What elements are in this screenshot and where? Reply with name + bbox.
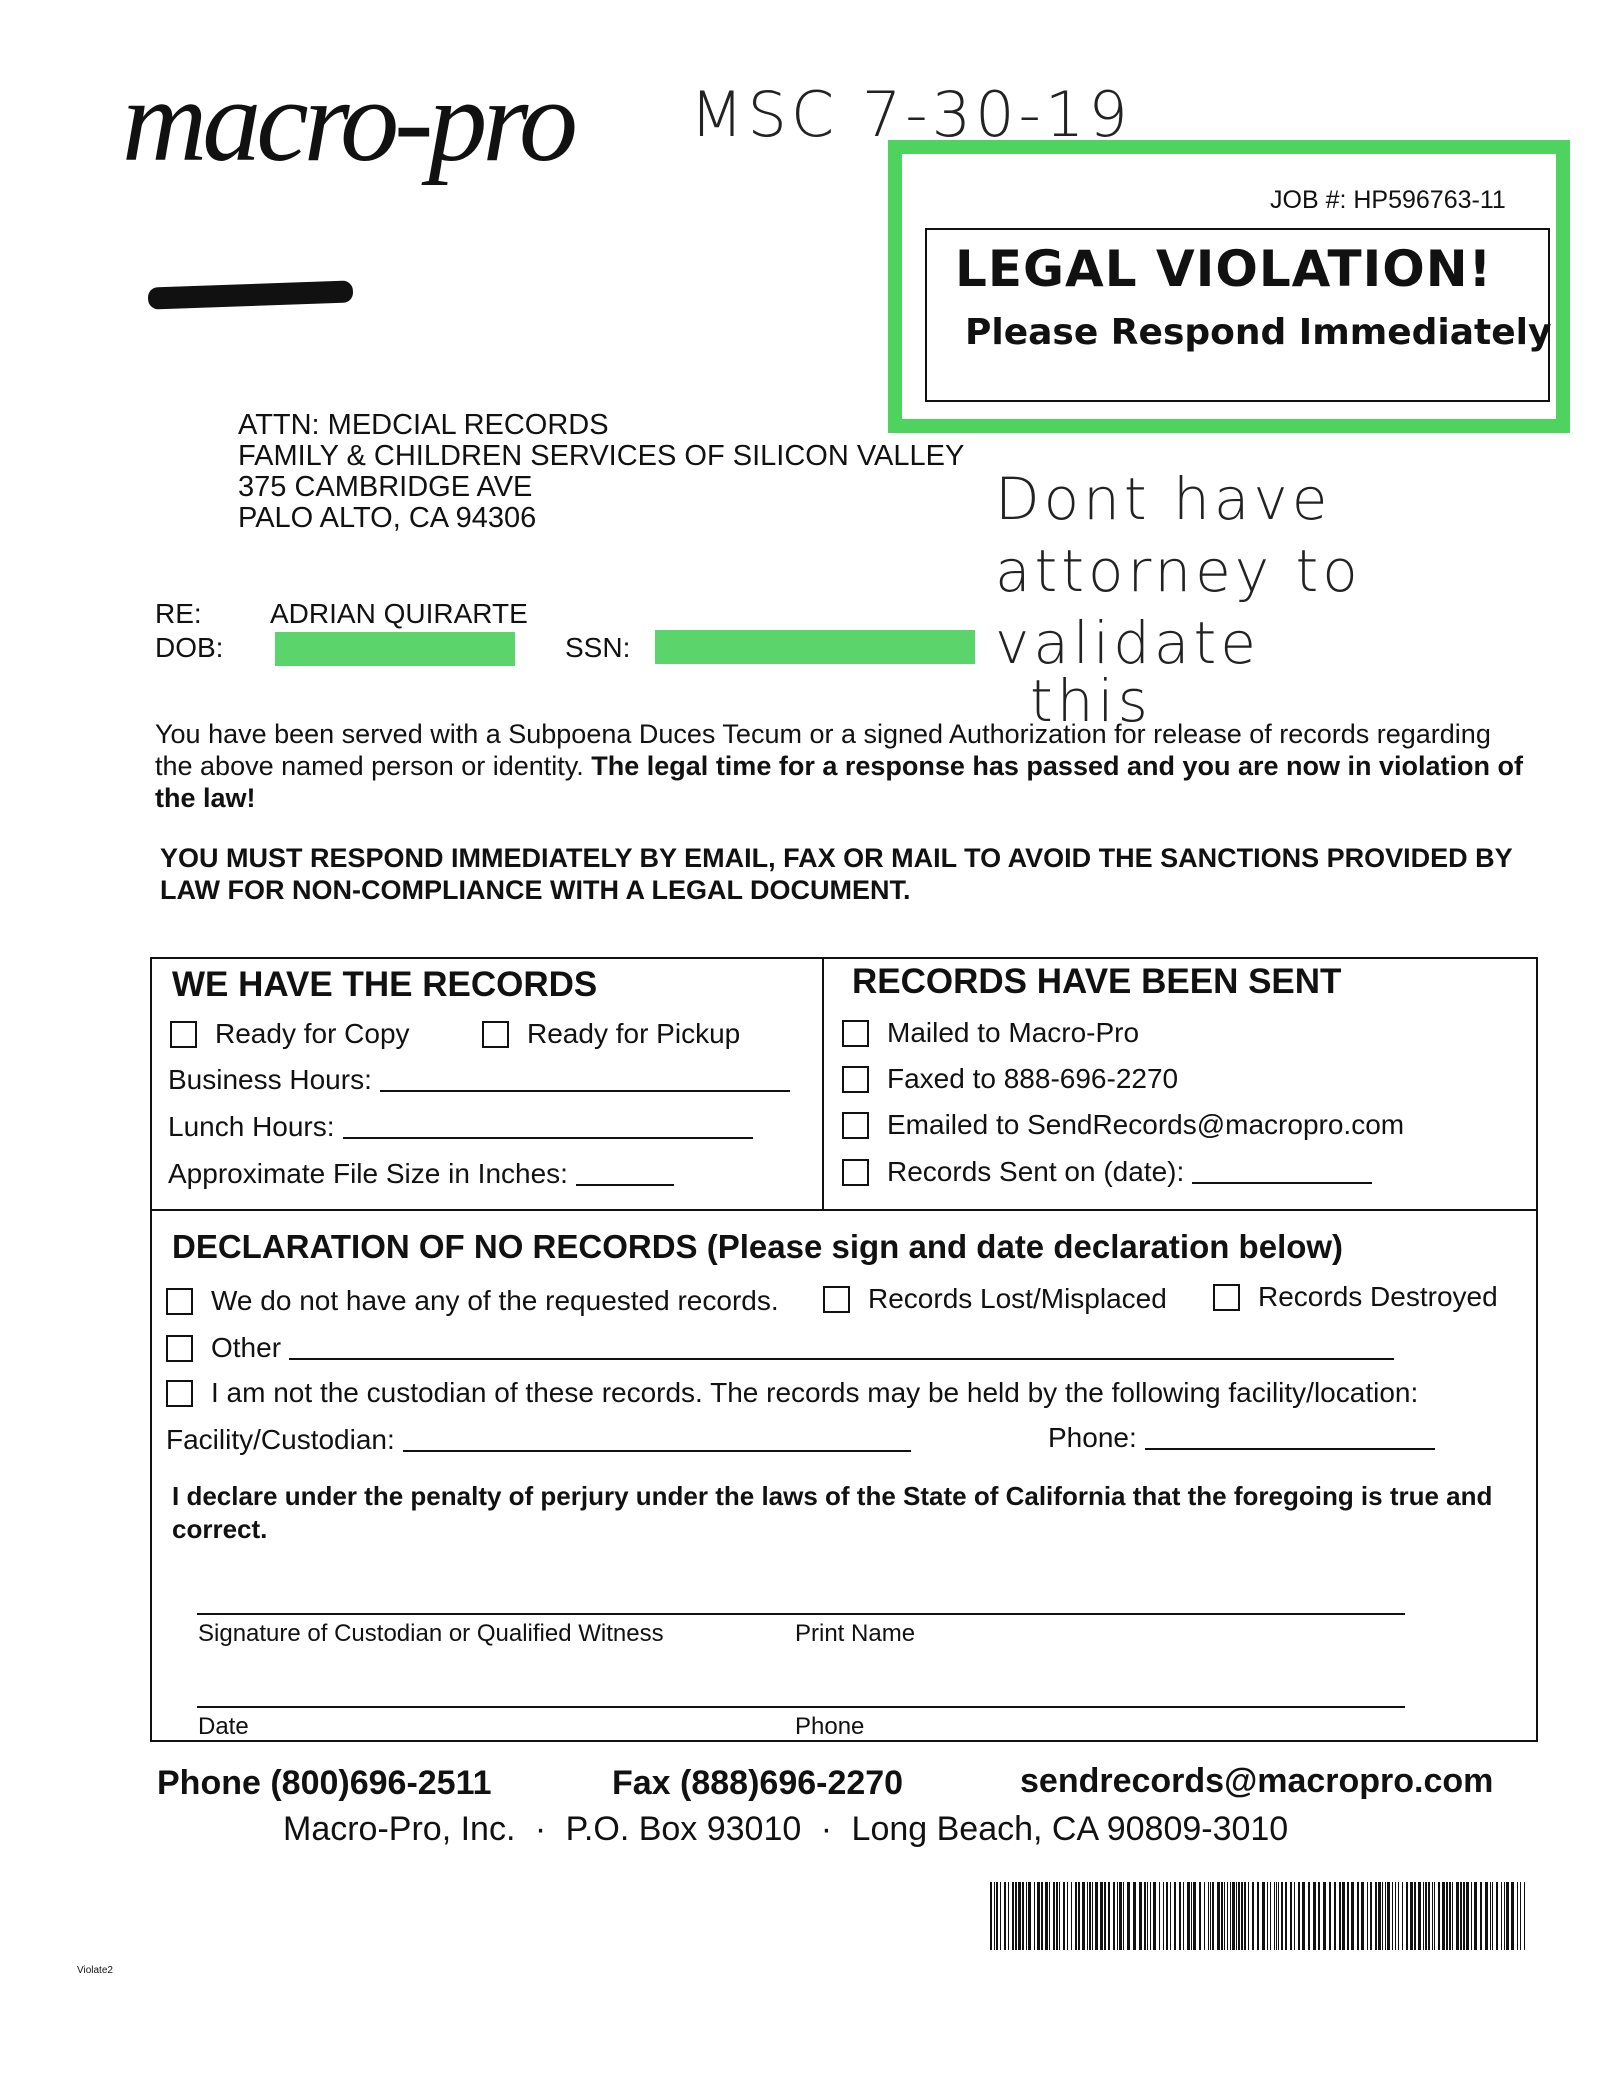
other-line[interactable]: [289, 1336, 1394, 1360]
barcode-bar: [1236, 1882, 1237, 1950]
separator-dot: ·: [820, 1810, 833, 1848]
other-label: Other: [211, 1332, 282, 1363]
footer-fax: Fax (888)696-2270: [612, 1764, 904, 1802]
violation-subtitle: Please Respond Immediately: [965, 312, 1552, 353]
faxed-option[interactable]: [842, 1063, 1178, 1095]
barcode-bar: [1004, 1882, 1006, 1950]
barcode-bar: [1402, 1882, 1403, 1950]
date-phone-line[interactable]: [197, 1706, 1405, 1708]
mailed-option[interactable]: [842, 1017, 1139, 1049]
handwritten-note-line-3: validate: [995, 609, 1260, 677]
barcode-bar: [1123, 1882, 1124, 1950]
re-label: RE:: [155, 598, 202, 629]
barcode-bar: [1212, 1882, 1214, 1950]
facility-phone-label: Phone:: [1048, 1422, 1137, 1453]
barcode-bar: [1294, 1882, 1295, 1950]
declaration-title: DECLARATION OF NO RECORDS (Please sign and date declaration below): [172, 1228, 1344, 1265]
facility-label: Facility/Custodian:: [166, 1424, 395, 1455]
barcode-bar: [1232, 1882, 1235, 1950]
macro-pro-logo: macro-pro: [122, 55, 573, 186]
records-sent-title: RECORDS HAVE BEEN SENT: [852, 962, 1342, 1001]
mailed-checkbox[interactable]: [842, 1020, 869, 1047]
barcode-bar: [1150, 1882, 1151, 1950]
barcode-bar: [1221, 1882, 1223, 1950]
barcode-bar: [1446, 1882, 1448, 1950]
file-size-field[interactable]: [168, 1158, 674, 1190]
barcode-bar: [1290, 1882, 1292, 1950]
ready-pickup-label: Ready for Pickup: [527, 1018, 741, 1049]
barcode-bar: [1276, 1882, 1277, 1950]
barcode-bar: [1056, 1882, 1058, 1950]
mailed-label: Mailed to Macro-Pro: [887, 1017, 1140, 1048]
dob-label: DOB:: [155, 632, 224, 663]
barcode-bar: [1342, 1882, 1345, 1950]
faxed-label: Faxed to 888-696-2270: [887, 1063, 1179, 1094]
barcode-bar: [1022, 1882, 1024, 1950]
corner-code: Violate2: [77, 1965, 113, 1976]
address-line: ATTN: MEDCIAL RECORDS: [238, 409, 609, 441]
barcode-bar: [1270, 1882, 1271, 1950]
barcode-bar: [1166, 1882, 1168, 1950]
date-label: Date: [198, 1713, 249, 1740]
barcode-bar: [1015, 1882, 1017, 1950]
barcode-bar: [1144, 1882, 1146, 1950]
barcode-bar: [1262, 1882, 1265, 1950]
barcode-bar: [1238, 1882, 1240, 1950]
barcode-bar: [1285, 1882, 1287, 1950]
barcode-bar: [1302, 1882, 1305, 1950]
barcode-bar: [1078, 1882, 1080, 1950]
sent-on-checkbox[interactable]: [842, 1159, 869, 1186]
barcode-bar: [1018, 1882, 1021, 1950]
barcode-bar: [1278, 1882, 1279, 1950]
barcode-bar: [1313, 1882, 1316, 1950]
barcode-bar: [1308, 1882, 1310, 1950]
form-divider-vertical: [822, 957, 824, 1209]
barcode-bar: [1041, 1882, 1043, 1950]
lost-option[interactable]: [823, 1283, 1167, 1315]
business-hours-label: Business Hours:: [168, 1064, 372, 1095]
print-name-label: Print Name: [795, 1620, 916, 1647]
barcode-bar: [1241, 1882, 1243, 1950]
barcode-bar: [1127, 1882, 1130, 1950]
barcode-bar: [1159, 1882, 1160, 1950]
file-size-line[interactable]: [576, 1162, 674, 1186]
barcode-bar: [1460, 1882, 1462, 1950]
no-records-checkbox[interactable]: [166, 1288, 193, 1315]
barcode-bar: [1463, 1882, 1465, 1950]
barcode-bar: [1037, 1882, 1040, 1950]
barcode-bar: [1501, 1882, 1502, 1950]
barcode-bar: [1012, 1882, 1014, 1950]
barcode-bar: [1449, 1882, 1451, 1950]
barcode-bar: [1082, 1882, 1085, 1950]
barcode-bar: [1490, 1882, 1491, 1950]
barcode-bar: [1281, 1882, 1283, 1950]
handwritten-date: MSC 7-30-19: [690, 78, 1132, 151]
barcode-bar: [1351, 1882, 1354, 1950]
phone-label: Phone: [795, 1713, 865, 1740]
barcode-bar: [1089, 1882, 1091, 1950]
emailed-checkbox[interactable]: [842, 1112, 869, 1139]
destroyed-option[interactable]: [1213, 1281, 1498, 1313]
barcode-bar: [1191, 1882, 1192, 1950]
barcode-bar: [1193, 1882, 1196, 1950]
barcode-bar: [1511, 1882, 1514, 1950]
signature-label: Signature of Custodian or Qualified Witness: [198, 1620, 664, 1647]
no-records-option[interactable]: [166, 1285, 779, 1317]
barcode-bar: [1375, 1882, 1377, 1950]
barcode-bar: [1318, 1882, 1320, 1950]
barcode-bar: [1000, 1882, 1001, 1950]
barcode-bar: [1008, 1882, 1009, 1950]
barcode-bar: [1210, 1882, 1211, 1950]
handwritten-note-line-4: this: [1030, 667, 1152, 735]
barcode-bar: [1456, 1882, 1459, 1950]
other-checkbox[interactable]: [166, 1335, 193, 1362]
barcode-bar: [1053, 1882, 1055, 1950]
emailed-label: Emailed to SendRecords@macropro.com: [887, 1109, 1405, 1140]
barcode-bar: [1274, 1882, 1275, 1950]
barcode-bar: [1087, 1882, 1088, 1950]
barcode-bar: [1100, 1882, 1103, 1950]
barcode-bar: [1248, 1882, 1249, 1950]
barcode-bar: [1506, 1882, 1509, 1950]
we-have-records-title: WE HAVE THE RECORDS: [172, 965, 598, 1004]
barcode-bar: [1183, 1882, 1184, 1950]
barcode-bar: [1204, 1882, 1205, 1950]
ssn-redaction: [655, 630, 975, 664]
barcode-bar: [1395, 1882, 1396, 1950]
barcode-bar: [1092, 1882, 1093, 1950]
sent-on-label: Records Sent on (date):: [887, 1156, 1185, 1187]
barcode-bar: [1139, 1882, 1142, 1950]
dob-redaction: [275, 632, 515, 666]
sent-on-option[interactable]: [842, 1156, 1372, 1188]
ready-copy-checkbox[interactable]: [170, 1021, 197, 1048]
barcode-bar: [1119, 1882, 1122, 1950]
facility-phone-field[interactable]: [1048, 1422, 1435, 1454]
barcode-bar: [1434, 1882, 1435, 1950]
footer-email: sendrecords@macropro.com: [1020, 1762, 1494, 1800]
business-hours-field[interactable]: [168, 1064, 790, 1096]
violation-text: The legal time for a response has passed and you are now in violation of the law!: [155, 751, 1523, 813]
separator-dot: ·: [534, 1810, 547, 1848]
handwritten-note-line-1: Dont have: [995, 465, 1332, 533]
barcode-bar: [1367, 1882, 1368, 1950]
barcode-bar: [1174, 1882, 1176, 1950]
barcode-bar: [1496, 1882, 1498, 1950]
no-records-label: We do not have any of the requested records.: [211, 1285, 779, 1316]
barcode-bar: [1387, 1882, 1390, 1950]
barcode-bar: [1398, 1882, 1399, 1950]
barcode-bar: [1179, 1882, 1181, 1950]
lunch-hours-field[interactable]: [168, 1111, 753, 1143]
not-custodian-checkbox[interactable]: [166, 1380, 193, 1407]
barcode-bar: [1504, 1882, 1505, 1950]
respond-warning: YOU MUST RESPOND IMMEDIATELY BY EMAIL, FAX OR MAIL TO AVOID THE SANCTIONS PROVIDED BY LAW FOR NON-COMPLIANCE WITH A LEGAL DOCUMENT.: [160, 843, 1513, 905]
job-number: JOB #: HP596763-11: [1270, 186, 1506, 214]
barcode-bar: [1117, 1882, 1118, 1950]
other-option[interactable]: [166, 1332, 1394, 1364]
address-line: 375 CAMBRIDGE AVE: [238, 471, 533, 503]
barcode-bar: [1524, 1882, 1525, 1950]
barcode-bar: [1244, 1882, 1246, 1950]
not-custodian-label: I am not the custodian of these records. The records may be held by the following facility/location:: [211, 1377, 1419, 1408]
facility-line[interactable]: [403, 1428, 911, 1452]
barcode-bar: [1267, 1882, 1268, 1950]
address-line: PALO ALTO, CA 94306: [238, 502, 537, 534]
barcode-bar: [1471, 1882, 1472, 1950]
business-hours-line[interactable]: [380, 1068, 790, 1092]
barcode-bar: [1199, 1882, 1201, 1950]
barcode-bar: [1474, 1882, 1477, 1950]
ready-pickup-checkbox[interactable]: [482, 1021, 509, 1048]
file-size-label: Approximate File Size in Inches:: [168, 1158, 568, 1189]
barcode-bar: [1357, 1882, 1359, 1950]
barcode-bar: [1428, 1882, 1430, 1950]
footer-address: [283, 1810, 1288, 1849]
barcode-bar: [1075, 1882, 1077, 1950]
patient-name: ADRIAN QUIRARTE: [270, 598, 528, 629]
barcode-bar: [1370, 1882, 1372, 1950]
violation-title: LEGAL VIOLATION!: [955, 240, 1493, 298]
not-custodian-option[interactable]: [166, 1377, 1418, 1409]
ready-pickup-option[interactable]: [482, 1018, 740, 1050]
barcode-bar: [1339, 1882, 1341, 1950]
barcode-bar: [1028, 1882, 1031, 1950]
barcode-bar: [1257, 1882, 1259, 1950]
barcode-bar: [1163, 1882, 1164, 1950]
barcode-bar: [1095, 1882, 1098, 1950]
barcode-bar: [1378, 1882, 1381, 1950]
barcode-bar: [1466, 1882, 1469, 1950]
ready-copy-label: Ready for Copy: [215, 1018, 410, 1049]
barcode-bar: [1517, 1882, 1518, 1950]
barcode-bar: [1208, 1882, 1209, 1950]
barcode-bar: [1071, 1882, 1072, 1950]
barcode-bar: [1414, 1882, 1416, 1950]
lost-checkbox[interactable]: [823, 1286, 850, 1313]
barcode-bar: [1230, 1882, 1231, 1950]
barcode-bar: [1361, 1882, 1364, 1950]
barcode-bar: [1425, 1882, 1427, 1950]
barcode-bar: [1392, 1882, 1393, 1950]
signature-line[interactable]: [197, 1613, 1405, 1615]
barcode-bar: [1432, 1882, 1433, 1950]
barcode-bar: [1252, 1882, 1254, 1950]
barcode: [990, 1882, 1525, 1950]
address-line: FAMILY & CHILDREN SERVICES OF SILICON VALLEY: [238, 440, 965, 472]
barcode-bar: [990, 1882, 992, 1950]
barcode-bar: [1382, 1882, 1383, 1950]
company-name: Macro-Pro, Inc.: [283, 1810, 516, 1848]
barcode-bar: [1334, 1882, 1336, 1950]
barcode-bar: [1113, 1882, 1115, 1950]
barcode-bar: [1406, 1882, 1408, 1950]
footer-phone: Phone (800)696-2511: [157, 1764, 492, 1802]
barcode-bar: [1485, 1882, 1488, 1950]
barcode-bar: [994, 1882, 995, 1950]
barcode-bar: [1492, 1882, 1493, 1950]
barcode-bar: [1045, 1882, 1048, 1950]
barcode-bar: [1480, 1882, 1482, 1950]
barcode-bar: [1347, 1882, 1349, 1950]
barcode-bar: [1520, 1882, 1521, 1950]
barcode-bar: [1153, 1882, 1156, 1950]
ssn-label: SSN:: [565, 632, 631, 663]
barcode-bar: [1423, 1882, 1424, 1950]
facility-phone-line[interactable]: [1145, 1426, 1435, 1450]
lunch-hours-line[interactable]: [343, 1115, 753, 1139]
served-text: You have been served with a Subpoena Duces Tecum or a signed Authorization for release of records regarding the above named person or identity.: [155, 719, 1491, 781]
barcode-bar: [1298, 1882, 1300, 1950]
faxed-checkbox[interactable]: [842, 1066, 869, 1093]
barcode-bar: [1170, 1882, 1171, 1950]
barcode-bar: [1026, 1882, 1027, 1950]
lost-label: Records Lost/Misplaced: [868, 1283, 1167, 1314]
barcode-bar: [1147, 1882, 1148, 1950]
barcode-bar: [1108, 1882, 1110, 1950]
destroyed-checkbox[interactable]: [1213, 1284, 1240, 1311]
barcode-bar: [1133, 1882, 1136, 1950]
city-state-zip: Long Beach, CA 90809-3010: [851, 1810, 1289, 1848]
barcode-bar: [1049, 1882, 1050, 1950]
barcode-bar: [1063, 1882, 1065, 1950]
barcode-bar: [1227, 1882, 1228, 1950]
barcode-bar: [1104, 1882, 1106, 1950]
barcode-bar: [1452, 1882, 1453, 1950]
served-paragraph: [155, 718, 1535, 814]
destroyed-label: Records Destroyed: [1258, 1281, 1498, 1312]
barcode-bar: [1410, 1882, 1413, 1950]
sent-on-line[interactable]: [1192, 1160, 1372, 1184]
facility-field[interactable]: [166, 1424, 911, 1456]
perjury-statement: I declare under the penalty of perjury under the laws of the State of California that the foregoing is true and correct.: [172, 1481, 1493, 1544]
barcode-bar: [1034, 1882, 1035, 1950]
recipient-address: [238, 410, 964, 534]
handwritten-note-line-2: attorney to: [995, 537, 1362, 605]
barcode-bar: [1217, 1882, 1220, 1950]
lunch-hours-label: Lunch Hours:: [168, 1111, 335, 1142]
emailed-option[interactable]: [842, 1109, 1404, 1141]
barcode-bar: [996, 1882, 998, 1950]
po-box: P.O. Box 93010: [565, 1810, 802, 1848]
barcode-bar: [1329, 1882, 1331, 1950]
barcode-bar: [1059, 1882, 1060, 1950]
barcode-bar: [1187, 1882, 1190, 1950]
barcode-bar: [1438, 1882, 1440, 1950]
barcode-bar: [1323, 1882, 1326, 1950]
form-divider-horizontal: [150, 1209, 1538, 1211]
barcode-bar: [1224, 1882, 1225, 1950]
ready-copy-option[interactable]: [170, 1018, 410, 1050]
barcode-bar: [1067, 1882, 1068, 1950]
barcode-bar: [1442, 1882, 1445, 1950]
barcode-bar: [1418, 1882, 1421, 1950]
barcode-bar: [1385, 1882, 1386, 1950]
